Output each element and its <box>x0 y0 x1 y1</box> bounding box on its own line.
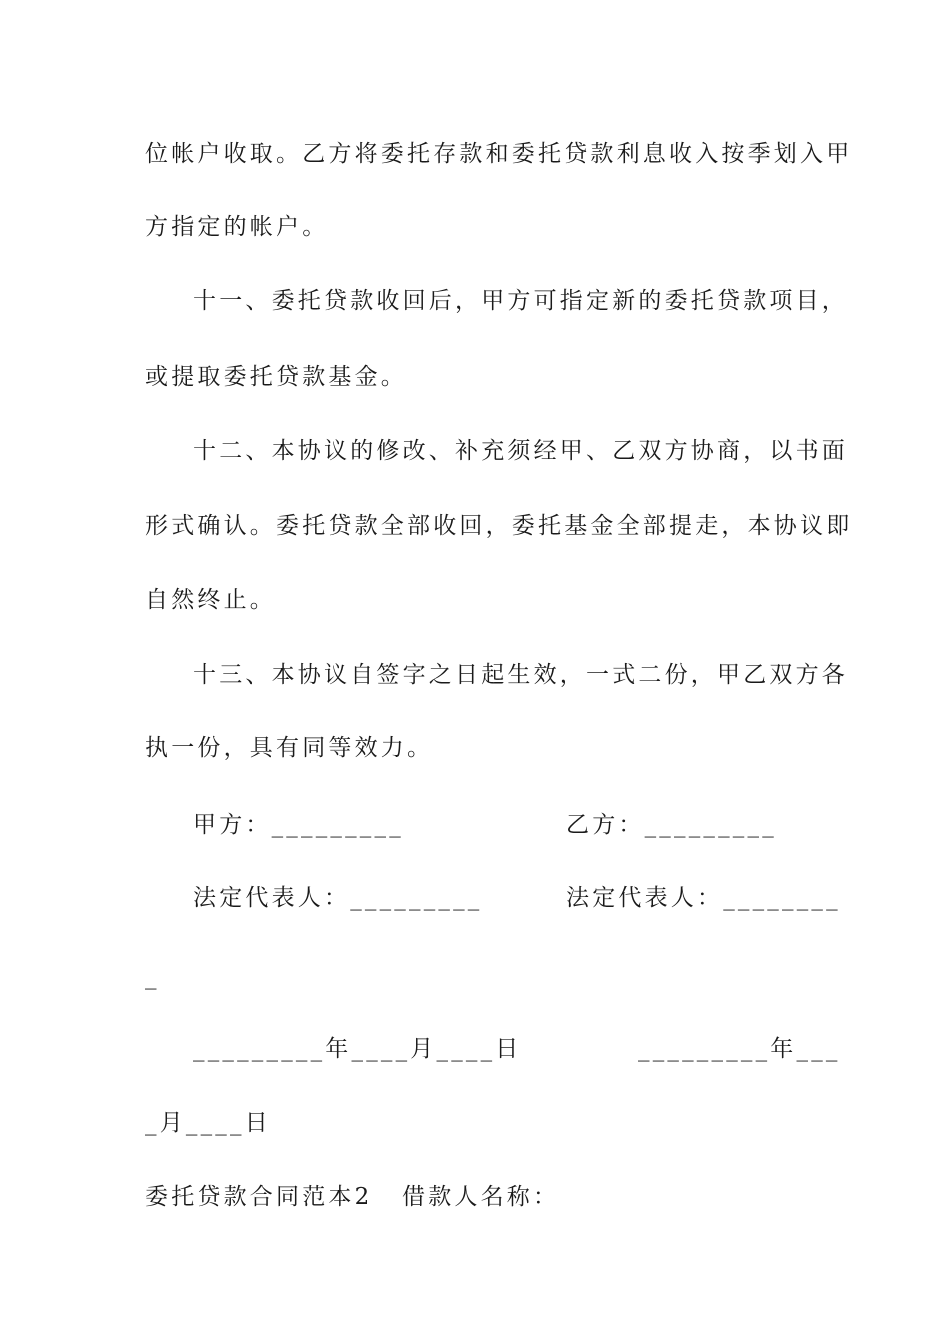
next-contract-title: 委托贷款合同范本2 <box>145 1184 373 1210</box>
paragraph-10-line-1: 位帐户收取。乙方将委托存款和委托贷款利息收入按季划入甲 <box>145 141 853 167</box>
paragraph-11-line-2: 或提取委托贷款基金。 <box>145 364 407 390</box>
signature-representative-row <box>0 883 950 913</box>
signature-date-row <box>0 1034 950 1064</box>
paragraph-12-line-3: 自然终止。 <box>145 587 276 613</box>
party-a-date: _________年____月____日 <box>193 1036 522 1062</box>
party-b-signature: 乙方：_________ <box>566 812 777 838</box>
party-b-representative-wrap: _ <box>145 964 160 990</box>
paragraph-12-line-1: 十二、本协议的修改、补充须经甲、乙双方协商，以书面 <box>193 438 848 464</box>
party-b-date-wrap: _月____日 <box>145 1110 271 1136</box>
party-a-signature: 甲方：_________ <box>193 812 404 838</box>
paragraph-13-line-1: 十三、本协议自签字之日起生效，一式二份，甲乙双方各 <box>193 662 848 688</box>
next-contract-row <box>0 1182 950 1212</box>
paragraph-10-line-2: 方指定的帐户。 <box>145 214 329 240</box>
borrower-name-label: 借款人名称： <box>402 1184 560 1210</box>
signature-party-row <box>0 810 950 840</box>
paragraph-13-line-2: 执一份，具有同等效力。 <box>145 735 434 761</box>
party-a-representative: 法定代表人：_________ <box>193 885 483 911</box>
party-b-representative: 法定代表人：________ <box>566 885 841 911</box>
party-b-date: _________年___ <box>638 1036 841 1062</box>
paragraph-11-line-1: 十一、委托贷款收回后，甲方可指定新的委托贷款项目， <box>193 288 848 314</box>
paragraph-12-line-2: 形式确认。委托贷款全部收回，委托基金全部提走，本协议即 <box>145 513 853 539</box>
